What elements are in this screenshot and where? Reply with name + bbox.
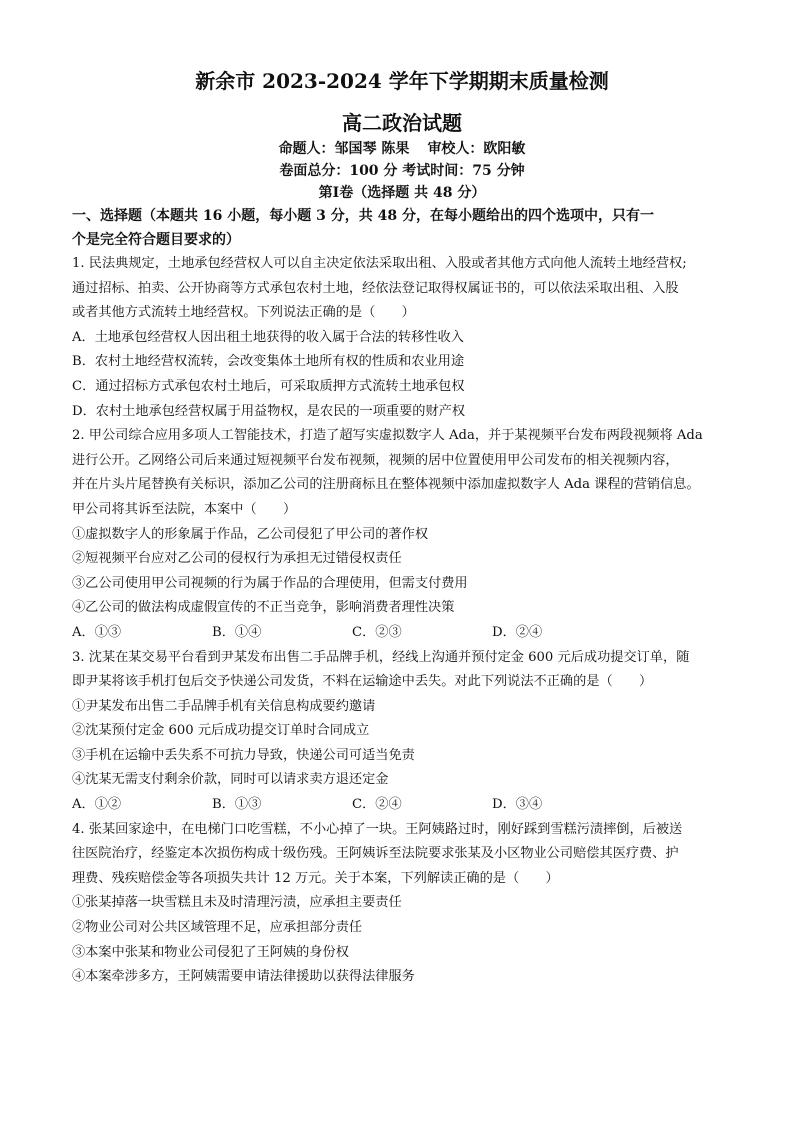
- answer-choices: [72, 621, 732, 646]
- statement-1: ①虚拟数字人的形象属于作品，乙公司侵犯了甲公司的著作权: [72, 526, 429, 542]
- question-text: 4. 张某回家途中，在电梯门口吃雪糕，不小心掉了一块。王阿姨路过时，刚好踩到雪糕污渍摔倒，后被送: [72, 821, 683, 837]
- question-4: [72, 818, 732, 990]
- answer-a: A．①③: [72, 624, 122, 640]
- question-text: 进行公开。乙网络公司后来通过短视频平台发布视频，视频的居中位置使用甲公司发布的相关视频内容，: [72, 452, 679, 468]
- question-text: 1. 民法典规定，土地承包经营权人可以自主决定依法采取出租、入股或者其他方式向他人流转土地经营权;: [72, 256, 687, 271]
- statement-4: ④本案牵涉多方，王阿姨需要申请法律援助以获得法律服务: [72, 969, 415, 985]
- score-time-line: 卷面总分：100 分 考试时间：75 分钟: [279, 163, 525, 179]
- answer-d: D．②④: [492, 624, 543, 640]
- authors-right: 审校人：欧阳敏: [427, 141, 526, 157]
- question-text: 即尹某将该手机打包后交予快递公司发货，不料在运输途中丢失。对此下列说法不正确的是（ ）: [72, 674, 653, 690]
- question-text: 往医院治疗，经鉴定本次损伤构成十级伤残。王阿姨诉至法院要求张某及小区物业公司赔偿其医疗费、护: [72, 846, 679, 862]
- section-heading-line: 个是完全符合题目要求的）: [72, 232, 240, 248]
- statement-2: ②物业公司对公共区域管理不足，应承担部分责任: [72, 920, 363, 936]
- question-text: 3. 沈某在某交易平台看到尹某发布出售二手品牌手机，经线上沟通并预付定金 600 元后成功提交订单，随: [72, 649, 690, 665]
- exam-title: 新余市 2023-2024 学年下学期期末质量检测: [195, 69, 609, 93]
- exam-page: [72, 66, 732, 990]
- question-3: [72, 646, 732, 818]
- question-text: 理费、残疾赔偿金等各项损失共计 12 万元。关于本案，下列解读正确的是（ ）: [72, 870, 559, 886]
- section-heading-line: 一、选择题（本题共 16 小题，每小题 3 分，共 48 分，在每小题给出的四个选项中，只有一: [72, 208, 654, 224]
- statement-1: ①尹某发布出售二手品牌手机有关信息构成要约邀请: [72, 698, 376, 714]
- option-d: D．农村土地承包经营权属于用益物权，是农民的一项重要的财产权: [72, 403, 466, 419]
- question-1: [72, 252, 732, 424]
- statement-2: ②沈某预付定金 600 元后成功提交订单时合同成立: [72, 723, 370, 739]
- option-b: B．农村土地经营权流转，会改变集体土地所有权的性质和农业用途: [72, 354, 465, 370]
- option-a: A．土地承包经营权人因出租土地获得的收入属于合法的转移性收入: [72, 329, 464, 345]
- question-text: 通过招标、拍卖、公开协商等方式承包农村土地，经依法登记取得权属证书的，可以依法采取出租、入股: [72, 280, 679, 296]
- answer-choices: [72, 793, 732, 818]
- statement-1: ①张某掉落一块雪糕且未及时清理污渍，应承担主要责任: [72, 895, 402, 911]
- answer-d: D．③④: [492, 797, 543, 813]
- option-c: C．通过招标方式承包农村土地后，可采取质押方式流转土地承包权: [72, 378, 465, 394]
- statement-2: ②短视频平台应对乙公司的侵权行为承担无过错侵权责任: [72, 551, 402, 567]
- exam-subtitle: 高二政治试题: [342, 111, 462, 135]
- statement-3: ③本案中张某和物业公司侵犯了王阿姨的身份权: [72, 944, 349, 960]
- answer-c: C．②④: [352, 797, 402, 813]
- authors-line: [72, 138, 732, 160]
- authors-left: 命题人：邹国琴 陈果: [278, 141, 410, 157]
- statement-4: ④乙公司的做法构成虚假宣传的不正当竞争，影响消费者理性决策: [72, 600, 455, 616]
- statement-3: ③手机在运输中丢失系不可抗力导致，快递公司可适当免责: [72, 747, 415, 763]
- answer-c: C．②③: [352, 624, 402, 640]
- question-text: 甲公司将其诉至法院，本案中（ ）: [72, 501, 297, 517]
- question-text: 或者其他方式流转土地经营权。下列说法正确的是（ ）: [72, 305, 415, 321]
- statement-4: ④沈某无需支付剩余价款，同时可以请求卖方退还定金: [72, 772, 389, 788]
- question-text: 并在片头片尾替换有关标识，添加乙公司的注册商标且在整体视频中添加虚拟数字人 Ada 课程的营销信息。: [72, 477, 700, 493]
- volume-heading: 第Ⅰ卷（选择题 共 48 分）: [318, 185, 486, 201]
- question-2: [72, 424, 732, 645]
- answer-b: B．①③: [212, 797, 262, 813]
- section-heading: [72, 204, 732, 252]
- answer-b: B．①④: [212, 624, 262, 640]
- answer-a: A．①②: [72, 797, 122, 813]
- question-text: 2. 甲公司综合应用多项人工智能技术，打造了超写实虚拟数字人 Ada，并于某视频平台发布两段视频将 Ada: [72, 428, 703, 444]
- statement-3: ③乙公司使用甲公司视频的行为属于作品的合理使用，但需支付费用: [72, 575, 468, 591]
